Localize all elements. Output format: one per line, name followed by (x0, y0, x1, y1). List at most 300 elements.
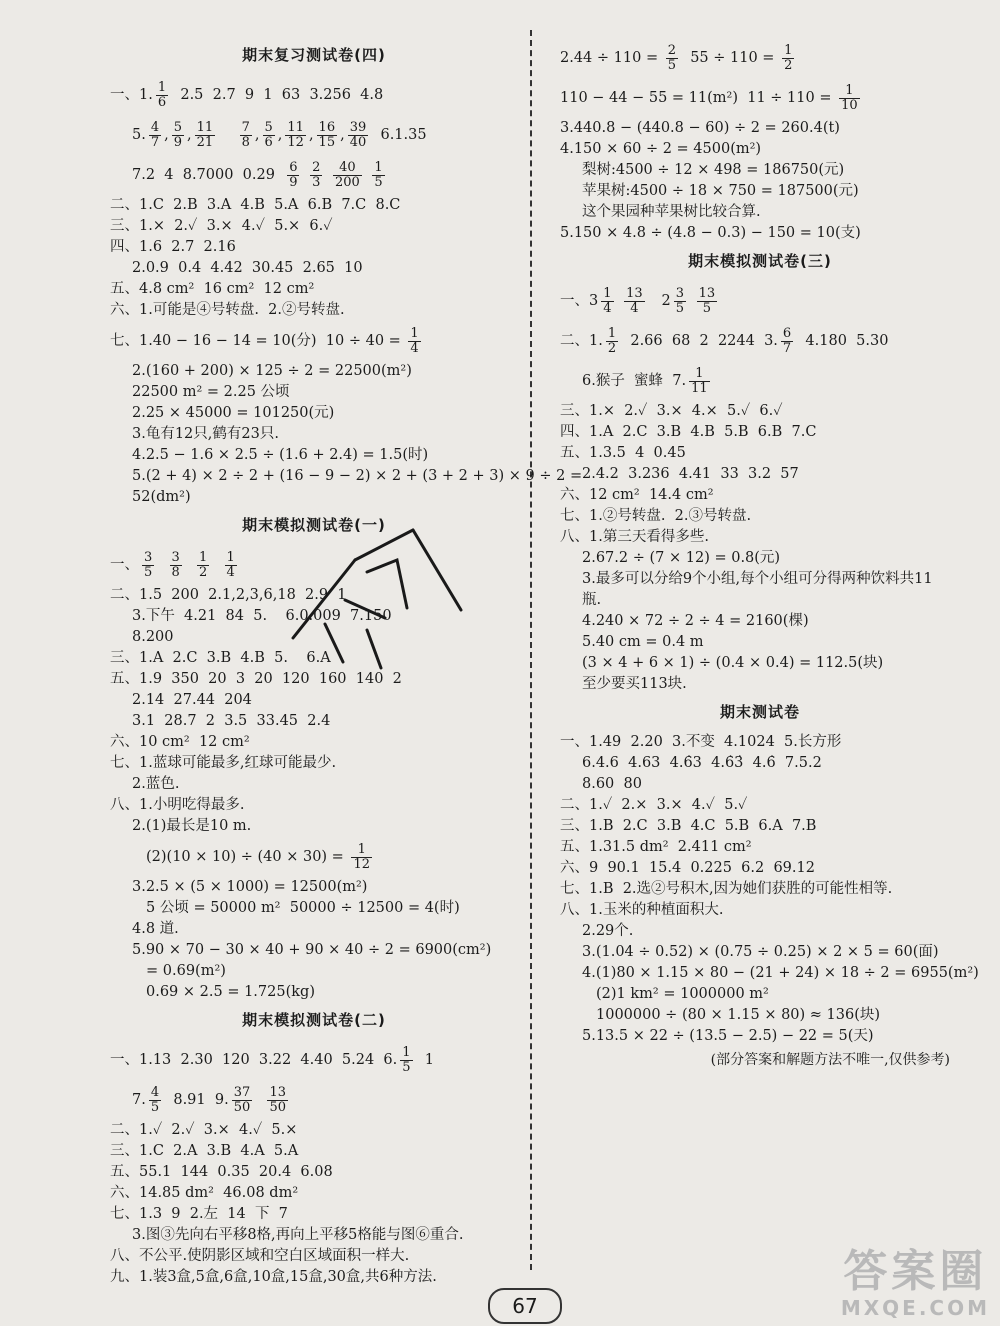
answer-line (110, 816, 518, 837)
answer-line (560, 401, 960, 422)
answer-text: 4.2.5 − 1.6 × 2.5 ÷ (1.6 + 2.4) = 1.5(时) (132, 447, 429, 463)
fraction-numerator: 1 (374, 159, 383, 175)
answer-line (560, 569, 960, 590)
answer-text: 5.150 × 4.8 ÷ (4.8 − 0.3) − 150 = 10(支) (560, 225, 861, 241)
answer-line (110, 403, 518, 424)
answer-text: 七、1.②号转盘. 2.③号转盘. (560, 508, 752, 524)
answer-text: 七、1.蓝球可能最多,红球可能最少. (110, 755, 337, 771)
fraction-numerator: 11 (287, 119, 304, 135)
answer-text: 三、1.A 2.C 3.B 4.B 5. 6.A (110, 650, 331, 666)
answer-text: 4.(1)80 × 1.15 × 80 − (21 + 24) × 18 ÷ 2 = 6955(m²) (582, 965, 979, 981)
answer-line (110, 1183, 518, 1204)
fraction (674, 287, 686, 316)
answer-line (110, 606, 518, 627)
answer-text: 2.4.2 3.236 4.41 33 3.2 57 (582, 466, 799, 482)
answer-text: 二、1.✓ 2.✓ 3.× 4.✓ 5.× (110, 1122, 298, 1138)
answer-text (302, 167, 307, 183)
fraction-denominator: 2 (199, 564, 208, 580)
answer-line (110, 753, 518, 774)
answer-line (560, 422, 960, 443)
fraction-numerator: 4 (150, 119, 160, 135)
answer-text: 5.90 × 70 − 30 × 40 + 90 × 40 ÷ 2 = 6900(cm²) (132, 942, 492, 958)
answer-line (560, 223, 960, 244)
answer-text: (2)1 km² = 1000000 m² (596, 986, 769, 1002)
answer-text: 7. (132, 1092, 146, 1108)
fraction (839, 84, 860, 113)
answer-line (110, 321, 518, 361)
answer-text (689, 293, 694, 309)
fraction-numerator: 40 (333, 161, 362, 176)
fraction-numerator: 2 (312, 159, 321, 175)
fraction-numerator: 13 (626, 285, 643, 301)
answer-text: 52(dm²) (132, 489, 191, 505)
answer-text: 七、1.40 − 16 − 14 = 10(分) 10 ÷ 40 = (110, 333, 406, 349)
answer-line (110, 1040, 518, 1080)
fraction-numerator: 16 (318, 119, 336, 135)
fraction-numerator: 11 (196, 119, 214, 135)
answer-text: 2.14 27.44 204 (132, 692, 252, 708)
answer-text: 九、1.装3盒,5盒,6盒,10盒,15盒,30盒,共6种方法. (110, 1269, 437, 1285)
answer-line (560, 160, 960, 181)
fraction-denominator: 4 (603, 300, 612, 316)
answer-line (110, 961, 518, 982)
answer-line (560, 118, 960, 139)
watermark-bottom: MXQE.COM (840, 1296, 990, 1320)
answer-line (560, 816, 960, 837)
answer-text: 2.44 ÷ 110 = (560, 50, 663, 66)
answer-text: 8.60 80 (582, 776, 642, 792)
fraction (781, 327, 793, 356)
answer-line (560, 464, 960, 485)
answer-line (110, 982, 518, 1003)
fraction-numerator: 1 (603, 285, 612, 301)
fraction-denominator: 5 (667, 57, 676, 73)
fraction (351, 843, 372, 872)
fraction-denominator: 4 (410, 340, 419, 356)
answer-text: 五、1.9 350 20 3 20 120 160 140 2 (110, 671, 402, 687)
answer-text: 1000000 ÷ (80 × 1.15 × 80) ≈ 136(块) (596, 1007, 881, 1023)
fraction-denominator: 200 (334, 174, 360, 190)
answer-text: 0.69 × 2.5 = 1.725(kg) (146, 984, 315, 1000)
answer-text: 二、1. (560, 333, 603, 349)
right-column (560, 38, 979, 1069)
answer-line (110, 795, 518, 816)
fraction-numerator: 1 (410, 325, 419, 341)
answer-line (560, 984, 960, 1005)
fraction-denominator: 40 (349, 134, 367, 150)
answer-line (560, 139, 960, 160)
answer-text: 5.40 cm = 0.4 m (582, 634, 704, 650)
answer-line (560, 485, 960, 506)
fraction-denominator: 7 (150, 134, 160, 150)
fraction-numerator: 39 (349, 119, 367, 135)
answer-line (560, 653, 960, 674)
answer-line (110, 774, 518, 795)
answer-line (560, 506, 960, 527)
answer-line (560, 921, 960, 942)
answer-text: 梨树:4500 ÷ 12 × 498 = 186750(元) (582, 162, 845, 178)
fraction (601, 287, 613, 316)
fraction-denominator: 3 (312, 174, 321, 190)
answer-text (218, 127, 236, 143)
fraction (197, 551, 209, 580)
footnote: (部分答案和解题方法不唯一,仅供参考) (710, 1052, 950, 1068)
answer-line (560, 1005, 960, 1026)
answer-text: 五、4.8 cm² 16 cm² 12 cm² (110, 281, 315, 297)
answer-line (110, 382, 518, 403)
fraction (240, 121, 252, 150)
fraction (149, 1086, 161, 1115)
answer-line (560, 611, 960, 632)
answer-line (110, 1225, 518, 1246)
fraction-denominator: 6 (264, 134, 273, 150)
answer-line (560, 963, 979, 984)
fraction-denominator: 2 (607, 340, 617, 356)
answer-text: 4.8 道. (132, 921, 179, 937)
answer-text (325, 167, 330, 183)
answer-line (560, 732, 960, 753)
fraction-denominator: 50 (233, 1099, 251, 1115)
answer-text: 七、1.3 9 2.左 14 下 7 (110, 1206, 288, 1222)
answer-text: 3.最多可以分给9个小组,每个小组可分得两种饮料共11 (582, 571, 933, 587)
answer-line (560, 879, 960, 900)
fraction-denominator: 5 (675, 300, 685, 316)
answer-text: 4.150 × 60 ÷ 2 = 4500(m²) (560, 141, 762, 157)
fraction-denominator: 8 (241, 134, 250, 150)
fraction (172, 121, 184, 150)
answer-text: 六、1.可能是④号转盘. 2.②号转盘. (110, 302, 345, 318)
fraction-denominator: 2 (784, 57, 793, 73)
fraction-denominator: 5 (702, 300, 712, 316)
answer-text: 5.(2 + 4) × 2 ÷ 2 + (16 − 9 − 2) × 2 + (3 + 2 + 3) × 9 ÷ 2 = (132, 468, 583, 484)
answer-text: 4.180 5.30 (796, 333, 889, 349)
fraction (225, 551, 237, 580)
answer-line (110, 919, 518, 940)
answer-text: 3.图③先向右平移8格,再向上平移5格能与图⑥重合. (132, 1227, 464, 1243)
answer-text: 三、1.× 2.✓ 3.× 4.✓ 5.× 6.✓ (110, 218, 333, 234)
answer-line (560, 632, 960, 653)
fraction-numerator: 6 (289, 159, 298, 175)
fraction-denominator: 50 (269, 1099, 286, 1115)
answer-line (560, 590, 960, 611)
answer-line (110, 300, 518, 321)
answer-line (110, 898, 518, 919)
answer-text: 五、1.31.5 dm² 2.411 cm² (560, 839, 752, 855)
answer-line (110, 424, 518, 445)
fraction-numerator: 1 (839, 84, 860, 99)
answer-text: , (187, 127, 192, 143)
answer-text: 5.13.5 × 22 ÷ (13.5 − 2.5) − 22 = 5(天) (582, 1028, 874, 1044)
answer-line (560, 78, 960, 118)
answer-text: 2.66 68 2 2244 3. (621, 333, 778, 349)
answer-text: 4.240 × 72 ÷ 2 ÷ 4 = 2160(棵) (582, 613, 809, 629)
answer-text: 四、1.6 2.7 2.16 (110, 239, 236, 255)
answer-line (110, 216, 518, 237)
answer-text: 苹果树:4500 ÷ 18 × 750 = 187500(元) (582, 183, 859, 199)
fraction-denominator: 12 (353, 856, 370, 872)
answer-text: 3.440.8 − (440.8 − 60) ÷ 2 = 260.4(t) (560, 120, 840, 136)
fraction-numerator: 7 (241, 119, 250, 135)
answer-line (110, 1162, 518, 1183)
answer-line (110, 1141, 518, 1162)
answer-text: 一、1. (110, 87, 153, 103)
answer-line (110, 445, 518, 466)
answer-text: 22500 m² = 2.25 公顷 (132, 384, 290, 400)
answer-line (110, 466, 583, 487)
fraction-numerator: 1 (784, 42, 793, 58)
fraction-numerator: 3 (144, 549, 153, 565)
fraction-numerator: 1 (226, 549, 235, 565)
answer-text: , (254, 127, 260, 143)
answer-text: 2.67.2 ÷ (7 × 12) = 0.8(元) (582, 550, 781, 566)
answer-text: 三、1.× 2.✓ 3.× 4.× 5.✓ 6.✓ (560, 403, 783, 419)
answer-text: 3.2.5 × (5 × 1000) = 12500(m²) (132, 879, 368, 895)
answer-text: 瓶. (582, 592, 602, 608)
answer-text: 一、1.13 2.30 120 3.22 4.40 5.24 6. (110, 1052, 398, 1068)
answer-text: 至少要买113块. (582, 676, 687, 692)
answer-text (185, 557, 194, 573)
answer-line (560, 38, 960, 78)
answer-line (560, 202, 960, 223)
answer-line (110, 1246, 518, 1267)
answer-text (157, 557, 166, 573)
fraction-numerator: 5 (264, 119, 273, 135)
fraction (232, 1086, 253, 1115)
answer-text: 六、14.85 dm² 46.08 dm² (110, 1185, 299, 1201)
answer-text: 一、3 (560, 293, 599, 309)
fraction-denominator: 5 (374, 174, 383, 190)
answer-text: 7.2 4 8.7000 0.29 (132, 167, 285, 183)
answer-line (110, 237, 518, 258)
fraction (697, 287, 718, 316)
answer-text: 55 ÷ 110 = (680, 50, 780, 66)
answer-text: 八、1.玉米的种植面积大. (560, 902, 724, 918)
answer-text: 6.1.35 (371, 127, 427, 143)
answer-text: 3.下午 4.21 84 5. 6.0.009 7.150 (132, 608, 392, 624)
answer-line (560, 443, 960, 464)
fraction (408, 327, 420, 356)
fraction-numerator: 1 (402, 1044, 411, 1060)
answer-line (560, 837, 960, 858)
answer-line (110, 877, 518, 898)
answer-text: 6.4.6 4.63 4.6̇3 4.6̇3̇ 4.6̇ 7.5.2 (582, 755, 822, 771)
answer-text: 七、1.B 2.选②号积木,因为她们获胜的可能性相等. (560, 881, 893, 897)
answer-text (365, 167, 370, 183)
answer-line (560, 181, 960, 202)
answer-text: 8.91 9. (164, 1092, 229, 1108)
answer-text: 3.龟有12只,鹤有23只. (132, 426, 279, 442)
section-title: 期末测试卷 (719, 703, 800, 721)
fraction-numerator: 13 (698, 285, 716, 301)
page-number: 67 (488, 1288, 562, 1324)
fraction (310, 161, 322, 190)
answer-line (110, 155, 518, 195)
answer-text: = 0.69(m²) (146, 963, 226, 979)
fraction (149, 121, 161, 150)
fraction (624, 287, 645, 316)
fraction-denominator: 10 (841, 97, 858, 113)
fraction-denominator: 4 (226, 564, 235, 580)
answer-line (560, 321, 960, 361)
answer-text: , (164, 127, 169, 143)
answer-text: 二、1.C 2.B 3.A 4.B 5.A 6.B 7.C 8.C (110, 197, 401, 213)
answer-text: 六、12 cm² 14.4 cm² (560, 487, 714, 503)
fraction-denominator: 5 (150, 1099, 160, 1115)
fraction (287, 161, 299, 190)
fraction-numerator: 4 (150, 1084, 160, 1100)
answer-text (617, 293, 622, 309)
fraction (348, 121, 369, 150)
answer-line (560, 674, 960, 695)
watermark-logo (841, 1248, 990, 1320)
answer-line (560, 527, 960, 548)
answer-text: 五、1.3.5 4 0.45 (560, 445, 686, 461)
answer-line (110, 279, 518, 300)
answer-text: 八、1.小明吃得最多. (110, 797, 245, 813)
answer-line (110, 648, 518, 669)
fraction-denominator: 4 (630, 300, 639, 316)
fraction-numerator: 1 (199, 549, 208, 565)
fraction-denominator: 21 (196, 134, 214, 150)
answer-text: (2)(10 × 10) ÷ (40 × 30) = (146, 849, 349, 865)
answer-text: 5 公顷 = 50000 m² 50000 ÷ 12500 = 4(时) (146, 900, 460, 916)
answer-text: 一、 (110, 557, 139, 573)
answer-text: 2.25 × 45000 = 101250(元) (132, 405, 335, 421)
answer-line (110, 545, 518, 585)
fraction-numerator: 1 (351, 843, 372, 858)
fraction-denominator: 6 (157, 94, 167, 110)
answer-line (560, 753, 960, 774)
answer-text: 2.(1)最长是10 m. (132, 818, 252, 834)
fraction-denominator: 5 (402, 1059, 411, 1075)
answer-text: 三、1.C 2.A 3.B 4.A 5.A (110, 1143, 299, 1159)
answer-line (110, 940, 518, 961)
answer-text: , (340, 127, 345, 143)
answer-line (110, 75, 518, 115)
fraction-numerator: 1 (157, 79, 167, 95)
answer-text: 2.0.9 0.4 4.42 30.45 2.65 10 (132, 260, 363, 276)
answer-line (560, 1026, 960, 1047)
answer-text: 6.猴子 蜜蜂 7. (582, 373, 687, 389)
fraction-denominator: 7 (782, 340, 792, 356)
answer-text: 六、9 90.1 15.4 0.225 6.2 69.12 (560, 860, 815, 876)
answer-text: 三、1.B 2.C 3.B 4.C 5.B 6.A 7.B (560, 818, 817, 834)
answer-line (110, 195, 518, 216)
answer-line (560, 858, 960, 879)
fraction-numerator: 3 (675, 285, 685, 301)
answer-line (110, 585, 518, 606)
fraction (333, 161, 362, 190)
answer-text: 2 (647, 293, 671, 309)
answer-line (560, 942, 960, 963)
fraction-denominator: 9 (173, 134, 183, 150)
section-title: 期末复习测试卷(四) (242, 46, 386, 64)
answer-line (110, 732, 518, 753)
fraction (666, 44, 678, 73)
fraction-denominator: 5 (144, 564, 153, 580)
fraction (156, 81, 168, 110)
answer-text: 2.(160 + 200) × 125 ÷ 2 = 22500(m²) (132, 363, 412, 379)
answer-text (212, 557, 221, 573)
answer-line (110, 258, 518, 279)
answer-text: 2.29个. (582, 923, 634, 939)
answer-text: 3.(1.04 ÷ 0.52) × (0.75 ÷ 0.25) × 2 × 5 = 60(面) (582, 944, 939, 960)
fraction-numerator: 5 (173, 119, 183, 135)
answer-line (560, 795, 960, 816)
answer-line (110, 1204, 518, 1225)
answer-text: 8.200 (132, 629, 174, 645)
answer-text: 3.1 28.7 2 3.5 33.45 2.4 (132, 713, 331, 729)
fraction (400, 1046, 412, 1075)
fraction-denominator: 15 (318, 134, 336, 150)
answer-text (255, 1092, 264, 1108)
fraction (170, 551, 182, 580)
fraction (606, 327, 618, 356)
fraction (142, 551, 154, 580)
answer-text: , (277, 127, 283, 143)
answer-text: 二、1.5 200 2.1,2,3,6,18 2.9 1 (110, 587, 347, 603)
fraction-denominator: 11 (691, 380, 708, 396)
fraction (263, 121, 275, 150)
fraction-numerator: 37 (233, 1084, 251, 1100)
answer-line (110, 837, 518, 877)
answer-line (110, 669, 518, 690)
answer-line (110, 115, 518, 155)
fraction (267, 1086, 288, 1115)
fraction-numerator: 6 (782, 325, 792, 341)
fraction-numerator: 1 (689, 367, 710, 382)
answer-text: 这个果园种苹果树比较合算. (582, 204, 761, 220)
answer-text: , (308, 127, 314, 143)
fraction (195, 121, 216, 150)
fraction (372, 161, 384, 190)
section-title: 期末模拟测试卷(二) (242, 1011, 386, 1029)
answer-text: 八、1.第三天看得多些. (560, 529, 709, 545)
answer-text: 五、55.1 144 0.35 20.4 6.08 (110, 1164, 333, 1180)
answer-line (110, 711, 518, 732)
fraction-numerator: 2 (667, 42, 676, 58)
answer-line (560, 774, 960, 795)
answer-text: 110 − 44 − 55 = 11(m²) 11 ÷ 110 = (560, 90, 837, 106)
fraction (782, 44, 794, 73)
fraction (317, 121, 338, 150)
answer-line (560, 361, 960, 401)
answer-text: 2.5 2.7 9 1 63 3.256 4.8 (171, 87, 384, 103)
answer-text: 1 (415, 1052, 434, 1068)
answer-line (110, 1267, 518, 1288)
answer-line (560, 548, 960, 569)
answer-text: 六、10 cm² 12 cm² (110, 734, 250, 750)
answer-text: 八、不公平.使阴影区域和空白区域面积一样大. (110, 1248, 410, 1264)
answer-text: 2.蓝色. (132, 776, 180, 792)
section-title: 期末模拟测试卷(三) (688, 252, 832, 270)
answer-line (110, 1080, 518, 1120)
column-divider (530, 30, 532, 1270)
answer-text: 5. (132, 127, 146, 143)
watermark-top: 答案圈 (843, 1246, 988, 1297)
answer-text: (3 × 4 + 6 × 1) ÷ (0.4 × 0.4) = 112.5(块) (582, 655, 884, 671)
fraction-denominator: 9 (289, 174, 298, 190)
fraction-denominator: 12 (287, 134, 304, 150)
fraction-numerator: 1 (607, 325, 617, 341)
answer-text: 一、1.49 2.20 3.不变 4.1024 5.长方形 (560, 734, 842, 750)
fraction-numerator: 13 (269, 1084, 286, 1100)
answer-line (110, 627, 518, 648)
fraction-denominator: 8 (171, 564, 180, 580)
answer-line (560, 900, 960, 921)
fraction-numerator: 3 (171, 549, 180, 565)
answer-line (560, 281, 960, 321)
